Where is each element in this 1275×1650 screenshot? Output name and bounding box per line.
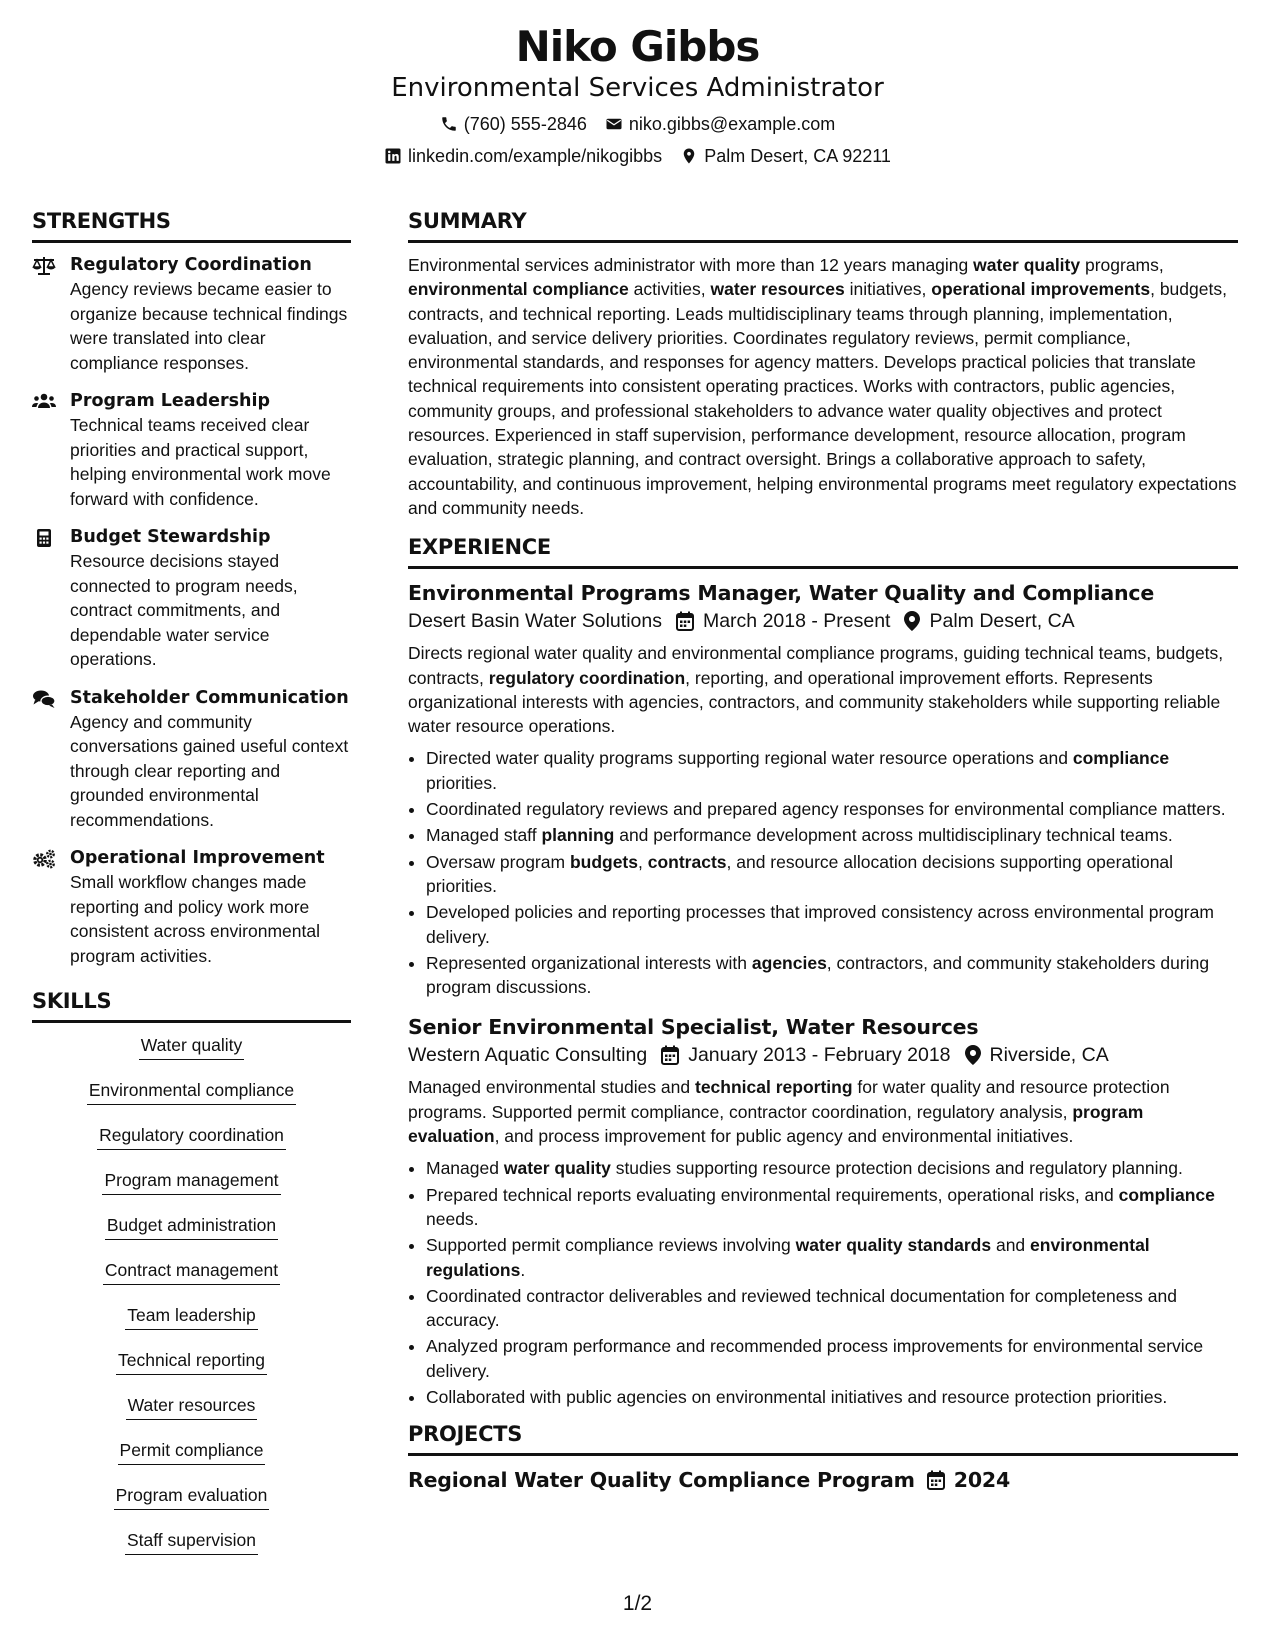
location-text: Palm Desert, CA 92211 (704, 146, 891, 166)
project-entry (408, 1466, 1238, 1494)
job-location: Palm Desert, CA (929, 610, 1075, 633)
phone-text: (760) 555-2846 (463, 114, 587, 134)
strength-item (32, 389, 351, 511)
strength-item (32, 253, 351, 375)
job-entry (408, 579, 1238, 999)
job-location-group (904, 607, 1074, 635)
job-meta (408, 1041, 1238, 1069)
strength-item (32, 846, 351, 968)
skill-tag: Program management (102, 1168, 280, 1195)
users-icon (32, 392, 56, 410)
linkedin-icon (384, 147, 402, 165)
job-bullet: • Oversaw program budgets, contracts, and resource allocation decisions supporting operational priorities. (426, 850, 1238, 899)
job-dates: March 2018 - Present (702, 610, 891, 633)
strength-item (32, 525, 351, 672)
candidate-title: Environmental Services Administrator (391, 73, 884, 103)
right-column (408, 208, 1238, 1494)
summary-text: Environmental services administrator with more than 12 years managing water quality programs, environmental compliance activities, water resources initiatives, operational improvements, budgets, contracts, and technical reporting. Leads multidisciplinary teams through planning, implementation, evaluation, and service delivery priorities. Coordinates regulatory reviews, permit compliance, environmental standards, and responses for agency matters. Develops practical policies that translate technical requirements into consistent operating practices. Works with contractors, public agencies, community groups, and professional stakeholders to advance water quality objectives and protect resources. Experienced in staff supervision, performance development, resource allocation, program evaluation, strategic planning, and contract oversight. Brings a collaborative approach to safety, accountability, and continuous improvement, helping environmental programs meet regulatory expectations and community needs. (408, 255, 1237, 518)
scale-icon (32, 256, 56, 276)
gears-icon (32, 849, 56, 869)
job-bullet: • Developed policies and reporting processes that improved consistency across environmental program delivery. (426, 900, 1238, 949)
skill-tag: Permit compliance (118, 1438, 266, 1465)
strength-title: Operational Improvement (70, 848, 325, 868)
job-dates-group (676, 607, 891, 635)
map-pin-icon (680, 147, 698, 165)
strength-description: Agency and community conversations gained useful context through clear reporting and grounded environmental recommendations. (70, 711, 349, 830)
skill-tag: Team leadership (125, 1303, 257, 1330)
project-title: Regional Water Quality Compliance Program (408, 1468, 915, 1493)
job-dates-group (661, 1041, 950, 1069)
skills-heading: SKILLS (32, 988, 351, 1023)
skill-tag: Water quality (139, 1033, 244, 1060)
job-description: Directs regional water quality and environmental compliance programs, guiding technical teams, budgets, contracts, regulatory coordination, reporting, and operational improvement efforts. Represents organizational interests with agencies, contractors, and community stakeholders while supporting reliable water resource operations. (408, 643, 1224, 737)
candidate-name: Niko Gibbs (515, 22, 760, 71)
comments-icon (32, 689, 56, 709)
strength-description: Technical teams received clear priorities and practical support, helping environmental work move forward with confidence. (70, 415, 331, 509)
job-bullets (408, 746, 1238, 999)
job-entry (408, 1013, 1238, 1409)
skill-tag: Water resources (126, 1393, 258, 1420)
job-bullet: • Supported permit compliance reviews involving water quality standards and environmental regulations. (426, 1233, 1238, 1282)
contact-linkedin[interactable] (384, 144, 662, 168)
linkedin-link[interactable]: linkedin.com/example/nikogibbs (408, 146, 663, 166)
skill-tag: Environmental compliance (87, 1078, 296, 1105)
job-bullet: • Coordinated regulatory reviews and prepared agency responses for environmental compliance matters. (426, 797, 1238, 821)
strength-description: Agency reviews became easier to organize because technical findings were translated into clear compliance responses. (70, 279, 348, 373)
calendar-icon (661, 1045, 679, 1065)
contact-email[interactable] (605, 112, 835, 136)
strength-description: Small workflow changes made reporting and policy work more consistent across environmental program activities. (70, 872, 320, 966)
job-location: Riverside, CA (989, 1044, 1109, 1067)
job-meta (408, 607, 1238, 635)
experience-heading: EXPERIENCE (408, 534, 1238, 569)
skill-tag: Program evaluation (114, 1483, 270, 1510)
skill-tag: Contract management (103, 1258, 280, 1285)
job-bullet: • Analyzed program performance and recommended process improvements for environmental service delivery. (426, 1334, 1238, 1383)
job-description: Managed environmental studies and technical reporting for water quality and resource protection programs. Supported permit compliance, contractor coordination, regulatory analysis, program evaluation, and process improvement for public agency and environmental initiatives. (408, 1077, 1170, 1147)
job-company: Desert Basin Water Solutions (408, 610, 662, 633)
job-bullet: • Coordinated contractor deliverables and reviewed technical documentation for completeness and accuracy. (426, 1284, 1238, 1333)
email-link[interactable]: niko.gibbs@example.com (628, 114, 836, 134)
job-bullet: • Collaborated with public agencies on environmental initiatives and resource protection priorities. (426, 1385, 1238, 1409)
job-company: Western Aquatic Consulting (408, 1044, 648, 1067)
left-column (32, 208, 351, 1573)
skills-list (32, 1033, 351, 1555)
skill-tag: Regulatory coordination (97, 1123, 286, 1150)
envelope-icon (605, 115, 623, 133)
skill-tag: Staff supervision (125, 1528, 258, 1555)
project-year: 2024 (953, 1468, 1011, 1493)
strengths-heading: STRENGTHS (32, 208, 351, 243)
summary-heading: SUMMARY (408, 208, 1238, 243)
map-pin-icon (965, 1045, 981, 1065)
job-bullet: • Managed staff planning and performance development across multidisciplinary technical teams. (426, 823, 1238, 847)
project-year-group (927, 1466, 1010, 1494)
skill-tag: Budget administration (105, 1213, 278, 1240)
strength-title: Regulatory Coordination (70, 255, 312, 275)
strength-title: Program Leadership (70, 391, 271, 411)
job-title: Environmental Programs Manager, Water Quality and Compliance (408, 581, 1155, 606)
job-bullet: • Managed water quality studies supporting resource protection decisions and regulatory planning. (426, 1156, 1238, 1180)
contact-location (680, 144, 891, 168)
page-number: 1/2 (622, 1592, 653, 1615)
job-bullet: • Prepared technical reports evaluating environmental requirements, operational risks, and compliance needs. (426, 1183, 1238, 1232)
calendar-icon (927, 1470, 945, 1490)
strength-item (32, 686, 351, 833)
strength-description: Resource decisions stayed connected to program needs, contract commitments, and dependable water service operations. (70, 551, 298, 669)
resume-header (0, 22, 1275, 168)
map-pin-icon (904, 611, 920, 631)
projects-heading: PROJECTS (408, 1421, 1238, 1456)
strength-title: Budget Stewardship (70, 527, 271, 547)
job-location-group (965, 1041, 1109, 1069)
job-bullet: • Directed water quality programs supporting regional water resource operations and compliance priorities. (426, 746, 1238, 795)
phone-icon (440, 115, 458, 133)
calendar-icon (676, 611, 694, 631)
job-title: Senior Environmental Specialist, Water Resources (408, 1015, 979, 1040)
job-dates: January 2013 - February 2018 (688, 1044, 951, 1067)
contact-phone (440, 112, 587, 136)
job-bullet: • Represented organizational interests with agencies, contractors, and community stakeholders during program discussions. (426, 951, 1238, 1000)
calculator-icon (32, 528, 56, 548)
strength-title: Stakeholder Communication (70, 687, 349, 708)
skill-tag: Technical reporting (116, 1348, 267, 1375)
contact-row-2 (0, 144, 1275, 168)
contact-row-1 (0, 112, 1275, 136)
job-bullets (408, 1156, 1238, 1409)
